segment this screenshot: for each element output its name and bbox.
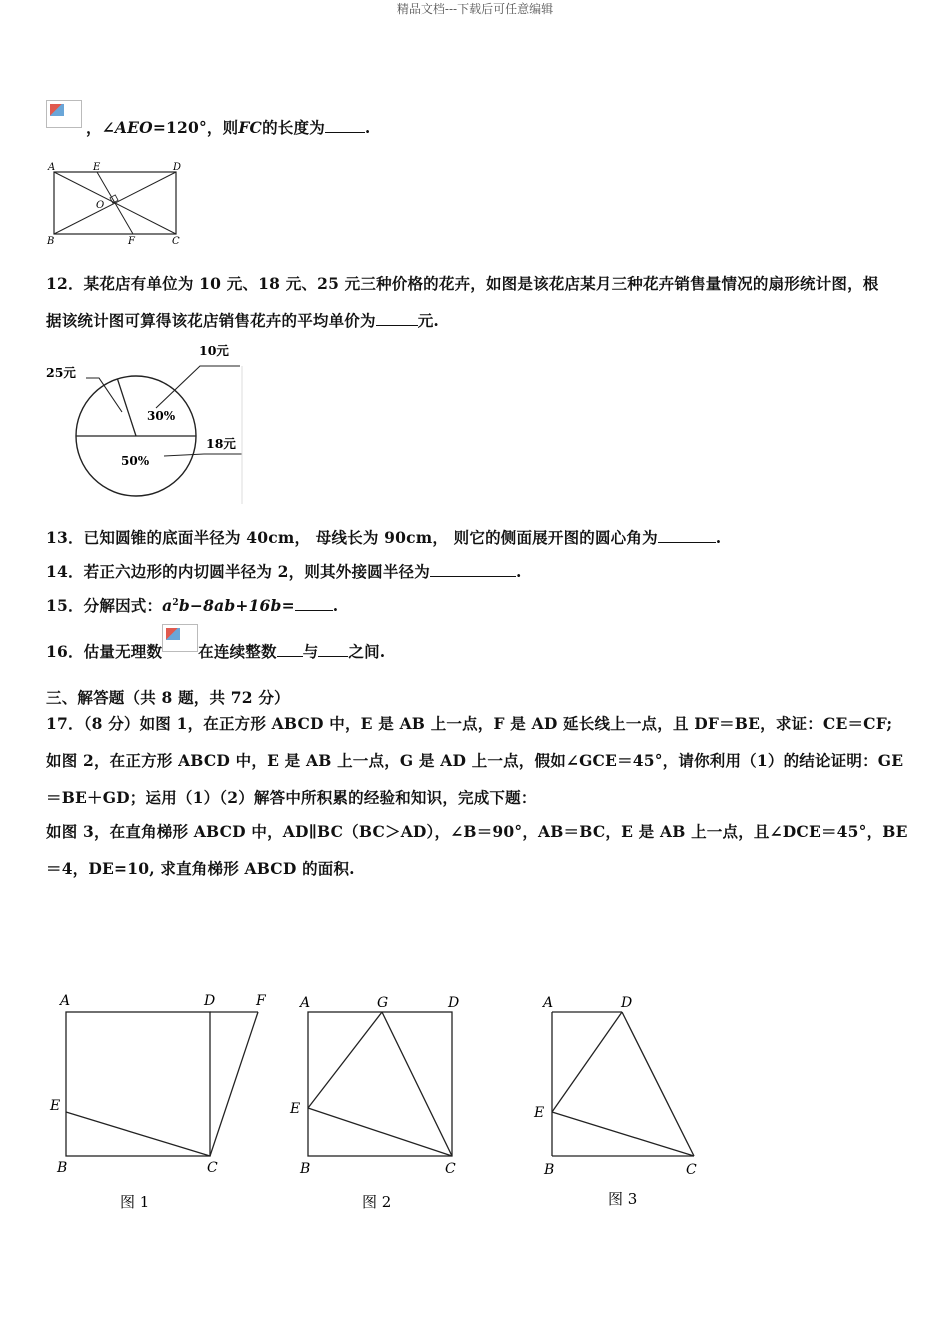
fig11-label-a: A (48, 162, 56, 173)
fig2-label-a: A (300, 995, 311, 1011)
fig2-caption: 图 2 (362, 1193, 392, 1211)
fig1-caption: 图 1 (120, 1193, 150, 1211)
fig11-label-d: D (173, 162, 182, 173)
q15-text: 15．分解因式：$a^2b-8ab+16b=$ . (46, 596, 339, 615)
fig11-label-c: C (172, 236, 180, 247)
fig11-label-b: B (47, 236, 55, 247)
fig3-caption: 图 3 (608, 1190, 638, 1208)
pie-pct-30: 30% (147, 409, 176, 423)
broken-image-icon (162, 624, 198, 652)
fig11-label-f: F (128, 236, 135, 247)
fig1-label-b: B (57, 1160, 68, 1176)
fig1-label-c: C (207, 1160, 218, 1176)
q12-line1: 12．某花店有单位为 10 元、18 元、25 元三种价格的花卉，如图是该花店某月三种花卉销售量情况的扇形统计图，根 (46, 274, 879, 293)
fig11-label-o: O (96, 200, 105, 211)
fig3-label-b: B (544, 1162, 555, 1178)
fig3-label-d: D (621, 995, 633, 1011)
q17-line2: 如图 2，在正方形 ABCD 中，E 是 AB 上一点，G 是 AD 上一点，假如∠GCE＝45°，请你利用（1）的结论证明：GE (46, 751, 904, 770)
q13-text: 13．已知圆锥的底面半径为 40cm， 母线长为 90cm， 则它的侧面展开图的圆心角为 . (46, 528, 722, 547)
section-3-title: 三、解答题（共 8 题，共 72 分） (46, 688, 290, 707)
fig3-label-a: A (543, 995, 554, 1011)
figure-2 (286, 986, 476, 1216)
fig3-label-c: C (686, 1162, 697, 1178)
fig2-label-b: B (300, 1161, 311, 1177)
rectangle-figure-q11 (44, 156, 194, 248)
broken-image-icon (46, 100, 82, 128)
q12-line2: 据该统计图可算得该花店销售花卉的平均单价为 元. (46, 311, 439, 330)
pie-chart (44, 340, 250, 504)
figure-3 (530, 986, 710, 1216)
pie-label-10: 10元 (199, 343, 229, 358)
q17-line4: 如图 3，在直角梯形 ABCD 中，AD∥BC（BC＞AD），∠B＝90°，AB＝BC，E 是 AB 上一点，且∠DCE＝45°，BE (46, 822, 908, 841)
fig11-label-e: E (93, 162, 101, 173)
fig2-label-e: E (290, 1101, 301, 1117)
fig2-label-g: G (377, 995, 389, 1011)
fig3-label-e: E (534, 1105, 545, 1121)
q17-line1: 17．（8 分）如图 1，在正方形 ABCD 中，E 是 AB 上一点，F 是 AD 延长线上一点，且 DF＝BE，求证：CE＝CF; (46, 714, 893, 733)
q17-line3: ＝BE＋GD；运用（1）（2）解答中所积累的经验和知识，完成下题： (46, 788, 537, 807)
q17-line5: ＝4，DE=10, 求直角梯形 ABCD 的面积. (46, 859, 355, 878)
fig2-label-c: C (445, 1161, 456, 1177)
q14-text: 14．若正六边形的内切圆半径为 2，则其外接圆半径为 . (46, 562, 522, 581)
fig2-label-d: D (448, 995, 460, 1011)
fig1-label-e: E (50, 1098, 61, 1114)
pie-label-18: 18元 (206, 436, 236, 451)
pie-pct-50: 50% (121, 454, 150, 468)
figure-1 (44, 986, 280, 1216)
q11-text: ，∠AEO=120°，则FC的长度为 . (86, 118, 371, 137)
q16-text: 16．估量无理数 在连续整数 与 之间. (46, 642, 386, 661)
fig1-label-a: A (60, 993, 71, 1009)
fig1-label-f: F (256, 993, 266, 1009)
fig1-label-d: D (204, 993, 216, 1009)
page-header: 精品文档---下载后可任意编辑 (396, 2, 554, 16)
pie-label-25: 25元 (46, 365, 76, 380)
pie-divider-10元 (117, 379, 136, 436)
